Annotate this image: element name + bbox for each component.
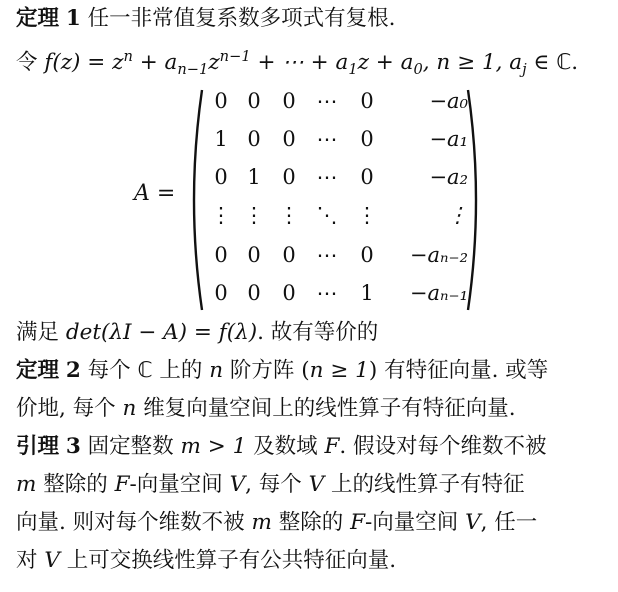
lemma-3-text-c: . 假设对每个维数不被 <box>339 434 547 459</box>
matrix-cell-r1-c2: 0 <box>282 127 296 151</box>
theorem-2-text-d: ) 有特征向量. 或等 <box>368 358 549 383</box>
matrix-cell-r5-c3: ⋯ <box>316 281 338 305</box>
matrix-cell-r2-c1: 1 <box>247 165 261 189</box>
lemma-3-label: 引理 <box>16 434 60 459</box>
lemma-3-text-k: , 任一 <box>480 510 538 535</box>
theorem-2-n2: n <box>122 396 137 421</box>
matrix-cell-r5-c5: −aₙ₋₁ <box>409 281 468 305</box>
matrix-cell-r0-c3: ⋯ <box>316 89 338 113</box>
matrix-cell-r1-c5: −a₁ <box>429 127 468 151</box>
matrix-cell-r0-c2: 0 <box>282 89 296 113</box>
matrix-cell-r4-c2: 0 <box>282 243 296 267</box>
matrix-cell-r3-c4: ⋮ <box>356 203 378 227</box>
theorem-2-text-e: 价地, 每个 <box>16 396 123 421</box>
poly-exp-n: n <box>123 48 133 65</box>
matrix-cell-r0-c1: 0 <box>247 89 261 113</box>
matrix-cell-r1-c1: 0 <box>247 127 261 151</box>
theorem-1-text: 任一非常值复系数多项式有复根. <box>87 6 396 31</box>
matrix-cell-r5-c0: 0 <box>214 281 228 305</box>
matrix-cell-r5-c4: 1 <box>360 281 374 305</box>
theorem-2-line-1 <box>16 356 608 386</box>
lemma-3-V2: V <box>308 472 325 497</box>
lemma-3-line-4 <box>16 546 608 576</box>
poly-sub-1: 1 <box>348 61 358 79</box>
lemma-3-number: 3 <box>65 434 81 459</box>
lemma-3-text-d: 整除的 <box>36 472 115 497</box>
matrix-cell-r2-c0: 0 <box>214 165 228 189</box>
matrix-cell-r2-c3: ⋯ <box>316 165 338 189</box>
poly-f: f <box>44 50 53 76</box>
lemma-3-text-m: 上可交换线性算子有公共特征向量. <box>59 548 397 573</box>
matrix-cell-r3-c1: ⋮ <box>243 203 265 227</box>
theorem-2-number: 2 <box>65 358 81 383</box>
matrix-cell-r5-c2: 0 <box>282 281 296 305</box>
satisfy-line <box>16 318 608 348</box>
lemma-3-F: F <box>324 434 340 459</box>
lemma-3-m: m > 1 <box>180 434 247 459</box>
poly-dots: + ⋯ + a <box>250 50 349 76</box>
theorem-2-C: ℂ <box>137 358 153 383</box>
lemma-3-text-i: 整除的 <box>271 510 351 535</box>
lemma-3-V3: V <box>465 510 481 535</box>
theorem-1-number: 1 <box>65 6 81 31</box>
lemma-3-text-a: 固定整数 <box>87 434 181 459</box>
matrix-cell-r1-c4: 0 <box>360 127 374 151</box>
poly-z: (z) = z <box>52 50 124 76</box>
matrix-cell-r1-c0: 1 <box>214 127 228 151</box>
lemma-3-F2: F <box>114 472 130 497</box>
matrix-cell-r0-c0: 0 <box>214 89 228 113</box>
poly-z2: z <box>208 50 220 76</box>
poly-sub-j: j <box>522 61 527 79</box>
companion-matrix <box>130 84 490 316</box>
poly-end: . <box>571 50 579 76</box>
theorem-2-n: n <box>209 358 224 383</box>
theorem-2-text-a: 每个 <box>87 358 138 383</box>
matrix-cell-r0-c5: −a₀ <box>429 89 468 113</box>
lemma-3-text-e: -向量空间 <box>129 472 230 497</box>
matrix-cell-r4-c5: −aₙ₋₂ <box>409 243 468 267</box>
lemma-3-V: V <box>229 472 246 497</box>
theorem-1 <box>16 4 608 34</box>
lemma-3-F3: F <box>350 510 365 535</box>
matrix-cell-r4-c3: ⋯ <box>316 243 338 267</box>
poly-ling: 令 <box>16 50 38 76</box>
lemma-3-line-3 <box>16 508 608 538</box>
matrix-cell-r3-c5: ⋮ <box>447 203 468 227</box>
theorem-2-text-b: 上的 <box>152 358 210 383</box>
satisfy-text-2: . 故有等价的 <box>257 320 379 345</box>
poly-complex-C: ℂ <box>556 50 572 76</box>
theorem-2-text-c: 阶方阵 ( <box>223 358 310 383</box>
left-paren <box>194 90 202 310</box>
poly-tail: , n ≥ 1, a <box>422 50 523 76</box>
matrix-cell-r2-c4: 0 <box>360 165 374 189</box>
theorem-2-text-f: 维复向量空间上的线性算子有特征向量. <box>136 396 516 421</box>
matrix-cell-r4-c1: 0 <box>247 243 261 267</box>
lemma-3-line-2 <box>16 470 608 500</box>
lemma-3-text-g: 上的线性算子有特征 <box>324 472 525 497</box>
poly-exp-nm1: n−1 <box>219 48 251 65</box>
matrix-cell-r2-c5: −a₂ <box>429 165 468 189</box>
matrix-cell-r4-c0: 0 <box>214 243 228 267</box>
matrix-cell-r1-c3: ⋯ <box>316 127 338 151</box>
lemma-3-line-1 <box>16 432 608 462</box>
lemma-3-text-h: 向量. 则对每个维数不被 <box>16 510 252 535</box>
poly-plus-a: + a <box>132 50 178 76</box>
lemma-3-text-l: 对 <box>16 548 45 573</box>
lemma-3-text-b: 及数域 <box>246 434 325 459</box>
matrix-cell-r3-c0: ⋮ <box>210 203 232 227</box>
lemma-3-m3: m <box>251 510 272 535</box>
theorem-1-label: 定理 <box>16 6 60 31</box>
satisfy-text-1: 满足 <box>16 320 66 345</box>
poly-in: ∈ <box>526 50 557 76</box>
matrix-cell-r5-c1: 0 <box>247 281 261 305</box>
matrix-cell-r3-c2: ⋮ <box>278 203 300 227</box>
theorem-2-label: 定理 <box>16 358 60 383</box>
matrix-cell-r0-c4: 0 <box>360 89 374 113</box>
matrix-cell-r4-c4: 0 <box>360 243 374 267</box>
poly-sub-nm1: n−1 <box>177 61 209 79</box>
polynomial-definition <box>16 42 608 85</box>
lemma-3-text-f: , 每个 <box>245 472 309 497</box>
matrix-cell-r2-c2: 0 <box>282 165 296 189</box>
lemma-3-m2: m <box>16 472 37 497</box>
matrix-lhs: A = <box>134 181 176 206</box>
matrix-cell-r3-c3: ⋱ <box>316 203 338 227</box>
poly-z3: z + a <box>357 50 414 76</box>
satisfy-det: det(λI − A) = f(λ) <box>65 320 258 345</box>
right-paren <box>468 90 476 310</box>
poly-sub-0: 0 <box>413 61 423 79</box>
theorem-2-cond: n ≥ 1 <box>309 358 369 383</box>
lemma-3-V4: V <box>44 548 60 573</box>
theorem-2-line-2 <box>16 394 608 424</box>
lemma-3-text-j: -向量空间 <box>365 510 466 535</box>
